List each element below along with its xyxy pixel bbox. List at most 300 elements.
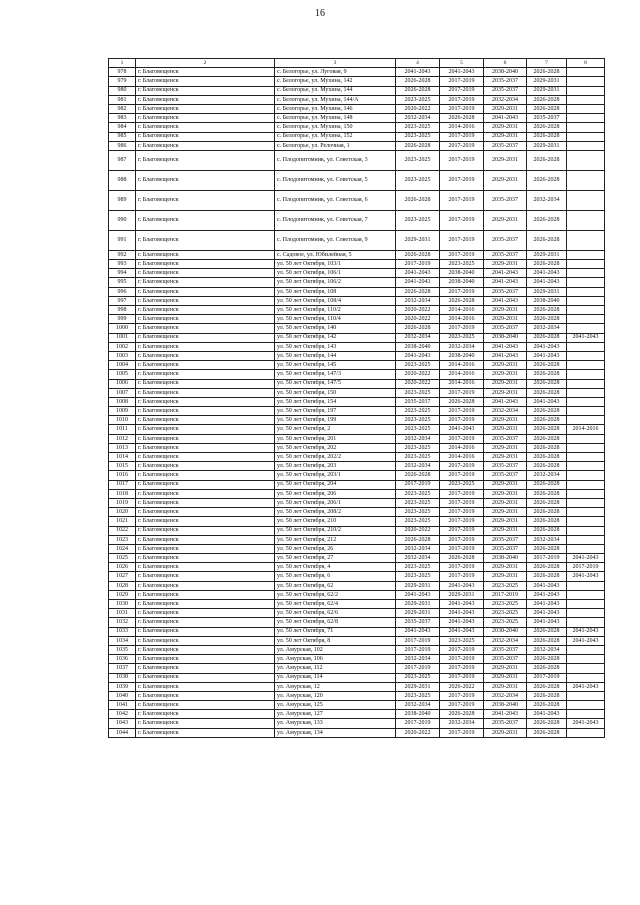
header-cell: 6 (484, 59, 527, 68)
period-2-cell: 2017-2019 (440, 544, 484, 553)
table-row (109, 572, 605, 581)
row-number-cell: 987 (109, 150, 136, 170)
period-4-cell: 2026-2028 (527, 480, 567, 489)
address-cell: ул. Амурская, 12 (275, 682, 396, 691)
city-cell: г. Благовещенск (136, 250, 275, 259)
period-3-cell: 2035-2037 (484, 190, 527, 210)
table-row (109, 462, 605, 471)
city-cell: г. Благовещенск (136, 544, 275, 553)
city-cell: г. Благовещенск (136, 480, 275, 489)
city-cell: г. Благовещенск (136, 114, 275, 123)
table-row (109, 664, 605, 673)
row-number-cell: 1040 (109, 691, 136, 700)
period-5-cell: 2041-2043 (567, 682, 605, 691)
period-5-cell (567, 361, 605, 370)
period-5-cell (567, 230, 605, 250)
city-cell: г. Благовещенск (136, 296, 275, 305)
table-row (109, 434, 605, 443)
period-5-cell (567, 489, 605, 498)
period-2-cell: 2014-2016 (440, 370, 484, 379)
address-cell: ул. 50 лет Октября, 147/5 (275, 379, 396, 388)
city-cell: г. Благовещенск (136, 572, 275, 581)
city-cell: г. Благовещенск (136, 333, 275, 342)
period-3-cell: 2035-2037 (484, 535, 527, 544)
period-3-cell: 2041-2043 (484, 269, 527, 278)
period-2-cell: 2014-2016 (440, 379, 484, 388)
period-1-cell: 2032-2034 (396, 544, 440, 553)
table-row (109, 351, 605, 360)
table-row (109, 150, 605, 170)
period-2-cell: 2017-2019 (440, 526, 484, 535)
address-cell: ул. 50 лет Октября, 206/1 (275, 498, 396, 507)
address-cell: ул. Амурская, 114 (275, 673, 396, 682)
period-2-cell: 2017-2019 (440, 95, 484, 104)
period-1-cell: 2026-2028 (396, 287, 440, 296)
row-number-cell: 982 (109, 104, 136, 113)
period-1-cell: 2017-2019 (396, 719, 440, 728)
period-2-cell: 2023-2025 (440, 480, 484, 489)
period-4-cell: 2026-2028 (527, 443, 567, 452)
period-4-cell: 2026-2028 (527, 462, 567, 471)
table-row (109, 287, 605, 296)
period-4-cell: 2026-2028 (527, 306, 567, 315)
period-4-cell: 2026-2028 (527, 636, 567, 645)
city-cell: г. Благовещенск (136, 77, 275, 86)
period-2-cell: 2023-2025 (440, 636, 484, 645)
period-5-cell: 2041-2043 (567, 333, 605, 342)
city-cell: г. Благовещенск (136, 287, 275, 296)
period-2-cell: 2038-2040 (440, 351, 484, 360)
period-3-cell: 2041-2043 (484, 114, 527, 123)
period-3-cell: 2035-2037 (484, 287, 527, 296)
period-2-cell: 2017-2019 (440, 645, 484, 654)
city-cell: г. Благовещенск (136, 416, 275, 425)
city-cell: г. Благовещенск (136, 489, 275, 498)
address-cell: ул. 50 лет Октября, 202 (275, 443, 396, 452)
period-4-cell: 2032-2034 (527, 535, 567, 544)
row-number-cell: 993 (109, 260, 136, 269)
table-row (109, 627, 605, 636)
row-number-cell: 1017 (109, 480, 136, 489)
address-cell: ул. 50 лет Октября, 145 (275, 361, 396, 370)
row-number-cell: 1028 (109, 581, 136, 590)
period-3-cell: 2029-2031 (484, 489, 527, 498)
period-5-cell (567, 655, 605, 664)
period-5-cell (567, 434, 605, 443)
table-row (109, 526, 605, 535)
row-number-cell: 1003 (109, 351, 136, 360)
period-5-cell (567, 416, 605, 425)
period-1-cell: 2041-2043 (396, 627, 440, 636)
city-cell: г. Благовещенск (136, 701, 275, 710)
period-3-cell: 2029-2031 (484, 370, 527, 379)
table-row (109, 645, 605, 654)
address-cell: с. Плодопитомник, ул. Советская, 9 (275, 230, 396, 250)
city-cell: г. Благовещенск (136, 600, 275, 609)
period-4-cell: 2029-2031 (527, 77, 567, 86)
period-3-cell: 2029-2031 (484, 306, 527, 315)
header-cell: 1 (109, 59, 136, 68)
table-row (109, 333, 605, 342)
city-cell: г. Благовещенск (136, 170, 275, 190)
row-number-cell: 992 (109, 250, 136, 259)
row-number-cell: 1009 (109, 407, 136, 416)
city-cell: г. Благовещенск (136, 361, 275, 370)
table-row (109, 370, 605, 379)
table-row (109, 544, 605, 553)
period-2-cell: 2017-2019 (440, 508, 484, 517)
page-number: 16 (315, 8, 325, 19)
period-2-cell: 2017-2019 (440, 407, 484, 416)
period-1-cell: 2023-2025 (396, 407, 440, 416)
period-3-cell: 2023-2025 (484, 600, 527, 609)
table-row (109, 508, 605, 517)
row-number-cell: 1013 (109, 443, 136, 452)
address-cell: с. Плодопитомник, ул. Советская, 7 (275, 210, 396, 230)
period-1-cell: 2032-2034 (396, 462, 440, 471)
address-cell: с. Плодопитомник, ул. Советская, 3 (275, 150, 396, 170)
period-5-cell (567, 104, 605, 113)
header-cell: 7 (527, 59, 567, 68)
period-5-cell (567, 68, 605, 77)
period-4-cell: 2026-2028 (527, 170, 567, 190)
period-5-cell (567, 498, 605, 507)
period-2-cell: 2014-2016 (440, 306, 484, 315)
city-cell: г. Благовещенск (136, 719, 275, 728)
address-cell: ул. 50 лет Октября, 27 (275, 554, 396, 563)
address-cell: ул. 50 лет Октября, 203/1 (275, 471, 396, 480)
table-row (109, 104, 605, 113)
table-row (109, 425, 605, 434)
period-4-cell: 2041-2043 (527, 269, 567, 278)
period-5-cell: 2041-2043 (567, 554, 605, 563)
period-5-cell (567, 701, 605, 710)
period-2-cell: 2026-2028 (440, 397, 484, 406)
period-5-cell (567, 269, 605, 278)
row-number-cell: 1012 (109, 434, 136, 443)
address-cell: с. Белогорье, ул. Релочная, 1 (275, 141, 396, 150)
period-1-cell: 2020-2022 (396, 370, 440, 379)
table-row (109, 600, 605, 609)
period-1-cell: 2032-2034 (396, 434, 440, 443)
address-cell: ул. 50 лет Октября, 206 (275, 489, 396, 498)
city-cell: г. Благовещенск (136, 132, 275, 141)
period-3-cell: 2029-2031 (484, 104, 527, 113)
period-1-cell: 2032-2034 (396, 114, 440, 123)
table-row (109, 86, 605, 95)
period-4-cell: 2026-2028 (527, 388, 567, 397)
period-1-cell: 2026-2028 (396, 535, 440, 544)
period-4-cell: 2026-2028 (527, 627, 567, 636)
table-row (109, 132, 605, 141)
row-number-cell: 1011 (109, 425, 136, 434)
period-4-cell: 2026-2028 (527, 68, 567, 77)
period-5-cell (567, 462, 605, 471)
period-3-cell: 2032-2034 (484, 691, 527, 700)
table-row (109, 407, 605, 416)
period-3-cell: 2029-2031 (484, 526, 527, 535)
period-3-cell: 2035-2037 (484, 645, 527, 654)
row-number-cell: 1023 (109, 535, 136, 544)
period-5-cell (567, 407, 605, 416)
period-3-cell: 2029-2031 (484, 425, 527, 434)
address-cell: ул. 50 лет Октября, 201 (275, 434, 396, 443)
city-cell: г. Благовещенск (136, 104, 275, 113)
address-cell: ул. Амурская, 106 (275, 655, 396, 664)
row-number-cell: 1022 (109, 526, 136, 535)
address-cell: с. Плодопитомник, ул. Советская, 6 (275, 190, 396, 210)
period-4-cell: 2038-2040 (527, 296, 567, 305)
address-cell: ул. Амурская, 133 (275, 719, 396, 728)
table-row (109, 655, 605, 664)
period-3-cell: 2032-2034 (484, 407, 527, 416)
table-row (109, 710, 605, 719)
row-number-cell: 986 (109, 141, 136, 150)
period-2-cell: 2017-2019 (440, 664, 484, 673)
address-cell: ул. 50 лет Октября, 199 (275, 416, 396, 425)
row-number-cell: 1038 (109, 673, 136, 682)
period-4-cell: 2026-2028 (527, 333, 567, 342)
period-4-cell: 2026-2028 (527, 563, 567, 572)
period-1-cell: 2041-2043 (396, 278, 440, 287)
row-number-cell: 978 (109, 68, 136, 77)
table-row (109, 636, 605, 645)
period-3-cell: 2035-2037 (484, 230, 527, 250)
period-4-cell: 2026-2028 (527, 434, 567, 443)
period-2-cell: 2017-2019 (440, 141, 484, 150)
period-3-cell: 2029-2031 (484, 315, 527, 324)
period-5-cell (567, 210, 605, 230)
table-row (109, 609, 605, 618)
period-4-cell: 2029-2031 (527, 250, 567, 259)
period-2-cell: 2017-2019 (440, 150, 484, 170)
row-number-cell: 996 (109, 287, 136, 296)
period-2-cell: 2026-2022 (440, 682, 484, 691)
row-number-cell: 1019 (109, 498, 136, 507)
period-2-cell: 2038-2040 (440, 269, 484, 278)
period-3-cell: 2017-2019 (484, 590, 527, 599)
period-1-cell: 2023-2025 (396, 691, 440, 700)
period-3-cell: 2038-2040 (484, 333, 527, 342)
period-1-cell: 2023-2025 (396, 508, 440, 517)
address-cell: с. Белогорье, ул. Мухина, 144/А (275, 95, 396, 104)
period-1-cell: 2026-2028 (396, 250, 440, 259)
address-cell: ул. 50 лет Октября, 106/2 (275, 278, 396, 287)
address-cell: ул. 50 лет Октября, 212 (275, 535, 396, 544)
period-3-cell: 2029-2031 (484, 563, 527, 572)
city-cell: г. Благовещенск (136, 645, 275, 654)
period-5-cell (567, 141, 605, 150)
city-cell: г. Благовещенск (136, 627, 275, 636)
city-cell: г. Благовещенск (136, 230, 275, 250)
period-1-cell: 2032-2034 (396, 333, 440, 342)
period-4-cell: 2026-2028 (527, 210, 567, 230)
period-2-cell: 2017-2019 (440, 170, 484, 190)
period-3-cell: 2023-2025 (484, 618, 527, 627)
table-row (109, 296, 605, 305)
period-5-cell (567, 581, 605, 590)
table-row (109, 210, 605, 230)
row-number-cell: 991 (109, 230, 136, 250)
period-5-cell (567, 77, 605, 86)
table-row (109, 590, 605, 599)
address-cell: ул. 50 лет Октября, 2 (275, 425, 396, 434)
city-cell: г. Благовещенск (136, 673, 275, 682)
row-number-cell: 1029 (109, 590, 136, 599)
period-1-cell: 2023-2025 (396, 210, 440, 230)
row-number-cell: 1036 (109, 655, 136, 664)
period-1-cell: 2041-2043 (396, 351, 440, 360)
header-cell: 4 (396, 59, 440, 68)
period-1-cell: 2017-2019 (396, 664, 440, 673)
period-1-cell: 2041-2043 (396, 590, 440, 599)
period-3-cell: 2035-2037 (484, 324, 527, 333)
period-3-cell: 2041-2043 (484, 351, 527, 360)
row-number-cell: 979 (109, 77, 136, 86)
address-cell: ул. 50 лет Октября, 62/2 (275, 590, 396, 599)
period-3-cell: 2035-2037 (484, 434, 527, 443)
city-cell: г. Благовещенск (136, 498, 275, 507)
period-4-cell: 2029-2031 (527, 86, 567, 95)
period-5-cell: 2041-2043 (567, 636, 605, 645)
address-cell: ул. 50 лет Октября, 154 (275, 397, 396, 406)
address-cell: ул. 50 лет Октября, 62/4 (275, 600, 396, 609)
address-cell: ул. 50 лет Октября, 62/8 (275, 618, 396, 627)
period-3-cell: 2035-2037 (484, 544, 527, 553)
period-3-cell: 2029-2031 (484, 416, 527, 425)
city-cell: г. Благовещенск (136, 618, 275, 627)
period-4-cell: 2041-2043 (527, 609, 567, 618)
period-4-cell: 2026-2028 (527, 150, 567, 170)
period-4-cell: 2026-2028 (527, 407, 567, 416)
address-cell: ул. 50 лет Октября, 6 (275, 572, 396, 581)
period-2-cell: 2017-2019 (440, 132, 484, 141)
address-cell: с. Белогорье, ул. Мухина, 152 (275, 132, 396, 141)
period-1-cell: 2041-2043 (396, 269, 440, 278)
table-body (109, 59, 605, 738)
period-3-cell: 2032-2034 (484, 636, 527, 645)
period-3-cell: 2035-2037 (484, 141, 527, 150)
period-5-cell (567, 710, 605, 719)
period-1-cell: 2026-2028 (396, 190, 440, 210)
table-row (109, 342, 605, 351)
table-row (109, 517, 605, 526)
period-3-cell: 2041-2043 (484, 397, 527, 406)
period-3-cell: 2032-2034 (484, 95, 527, 104)
address-cell: с. Садовое, ул. Юбилейная, 5 (275, 250, 396, 259)
row-number-cell: 1000 (109, 324, 136, 333)
period-1-cell: 2032-2034 (396, 655, 440, 664)
period-2-cell: 2041-2043 (440, 600, 484, 609)
table-row (109, 471, 605, 480)
table-row (109, 379, 605, 388)
address-cell: ул. 50 лет Октября, 210 (275, 517, 396, 526)
period-2-cell: 2017-2019 (440, 104, 484, 113)
period-4-cell: 2041-2043 (527, 590, 567, 599)
period-2-cell: 2017-2019 (440, 517, 484, 526)
period-2-cell: 2026-2028 (440, 710, 484, 719)
city-cell: г. Благовещенск (136, 563, 275, 572)
row-number-cell: 1034 (109, 636, 136, 645)
city-cell: г. Благовещенск (136, 306, 275, 315)
address-cell: ул. 50 лет Октября, 197 (275, 407, 396, 416)
city-cell: г. Благовещенск (136, 471, 275, 480)
city-cell: г. Благовещенск (136, 728, 275, 737)
row-number-cell: 1004 (109, 361, 136, 370)
period-2-cell: 2014-2016 (440, 361, 484, 370)
period-2-cell: 2017-2019 (440, 190, 484, 210)
table-row (109, 68, 605, 77)
address-cell: ул. 50 лет Октября, 103/1 (275, 260, 396, 269)
period-5-cell (567, 388, 605, 397)
address-cell: ул. 50 лет Октября, 108/4 (275, 296, 396, 305)
city-cell: г. Благовещенск (136, 379, 275, 388)
city-cell: г. Благовещенск (136, 609, 275, 618)
table-row (109, 114, 605, 123)
header-row (109, 59, 605, 68)
city-cell: г. Благовещенск (136, 397, 275, 406)
period-1-cell: 2026-2028 (396, 77, 440, 86)
period-4-cell: 2032-2034 (527, 190, 567, 210)
address-cell: ул. 50 лет Октября, 147/3 (275, 370, 396, 379)
table-row (109, 123, 605, 132)
period-1-cell: 2023-2025 (396, 361, 440, 370)
period-2-cell: 2017-2019 (440, 86, 484, 95)
period-4-cell: 2041-2043 (527, 351, 567, 360)
address-cell: ул. 50 лет Октября, 144 (275, 351, 396, 360)
period-5-cell (567, 508, 605, 517)
period-5-cell (567, 86, 605, 95)
housing-register-table (108, 58, 605, 738)
table-row (109, 618, 605, 627)
city-cell: г. Благовещенск (136, 710, 275, 719)
row-number-cell: 1027 (109, 572, 136, 581)
period-4-cell: 2041-2043 (527, 600, 567, 609)
row-number-cell: 1035 (109, 645, 136, 654)
period-5-cell (567, 517, 605, 526)
period-2-cell: 2017-2019 (440, 701, 484, 710)
address-cell: ул. 50 лет Октября, 210/2 (275, 526, 396, 535)
period-1-cell: 2017-2019 (396, 480, 440, 489)
period-2-cell: 2017-2019 (440, 77, 484, 86)
row-number-cell: 994 (109, 269, 136, 278)
period-4-cell: 2026-2028 (527, 315, 567, 324)
row-number-cell: 980 (109, 86, 136, 95)
city-cell: г. Благовещенск (136, 535, 275, 544)
period-2-cell: 2017-2019 (440, 471, 484, 480)
period-1-cell: 2020-2022 (396, 306, 440, 315)
period-5-cell (567, 114, 605, 123)
table-row (109, 443, 605, 452)
period-5-cell (567, 306, 605, 315)
table-row (109, 682, 605, 691)
table-row (109, 315, 605, 324)
table-row (109, 535, 605, 544)
period-3-cell: 2029-2031 (484, 443, 527, 452)
row-number-cell: 1006 (109, 379, 136, 388)
period-3-cell: 2035-2037 (484, 250, 527, 259)
row-number-cell: 1030 (109, 600, 136, 609)
city-cell: г. Благовещенск (136, 269, 275, 278)
period-5-cell (567, 544, 605, 553)
period-4-cell: 2026-2028 (527, 425, 567, 434)
period-3-cell: 2029-2031 (484, 132, 527, 141)
city-cell: г. Благовещенск (136, 590, 275, 599)
period-5-cell (567, 609, 605, 618)
header-cell: 8 (567, 59, 605, 68)
period-1-cell: 2023-2025 (396, 416, 440, 425)
period-1-cell: 2032-2034 (396, 296, 440, 305)
